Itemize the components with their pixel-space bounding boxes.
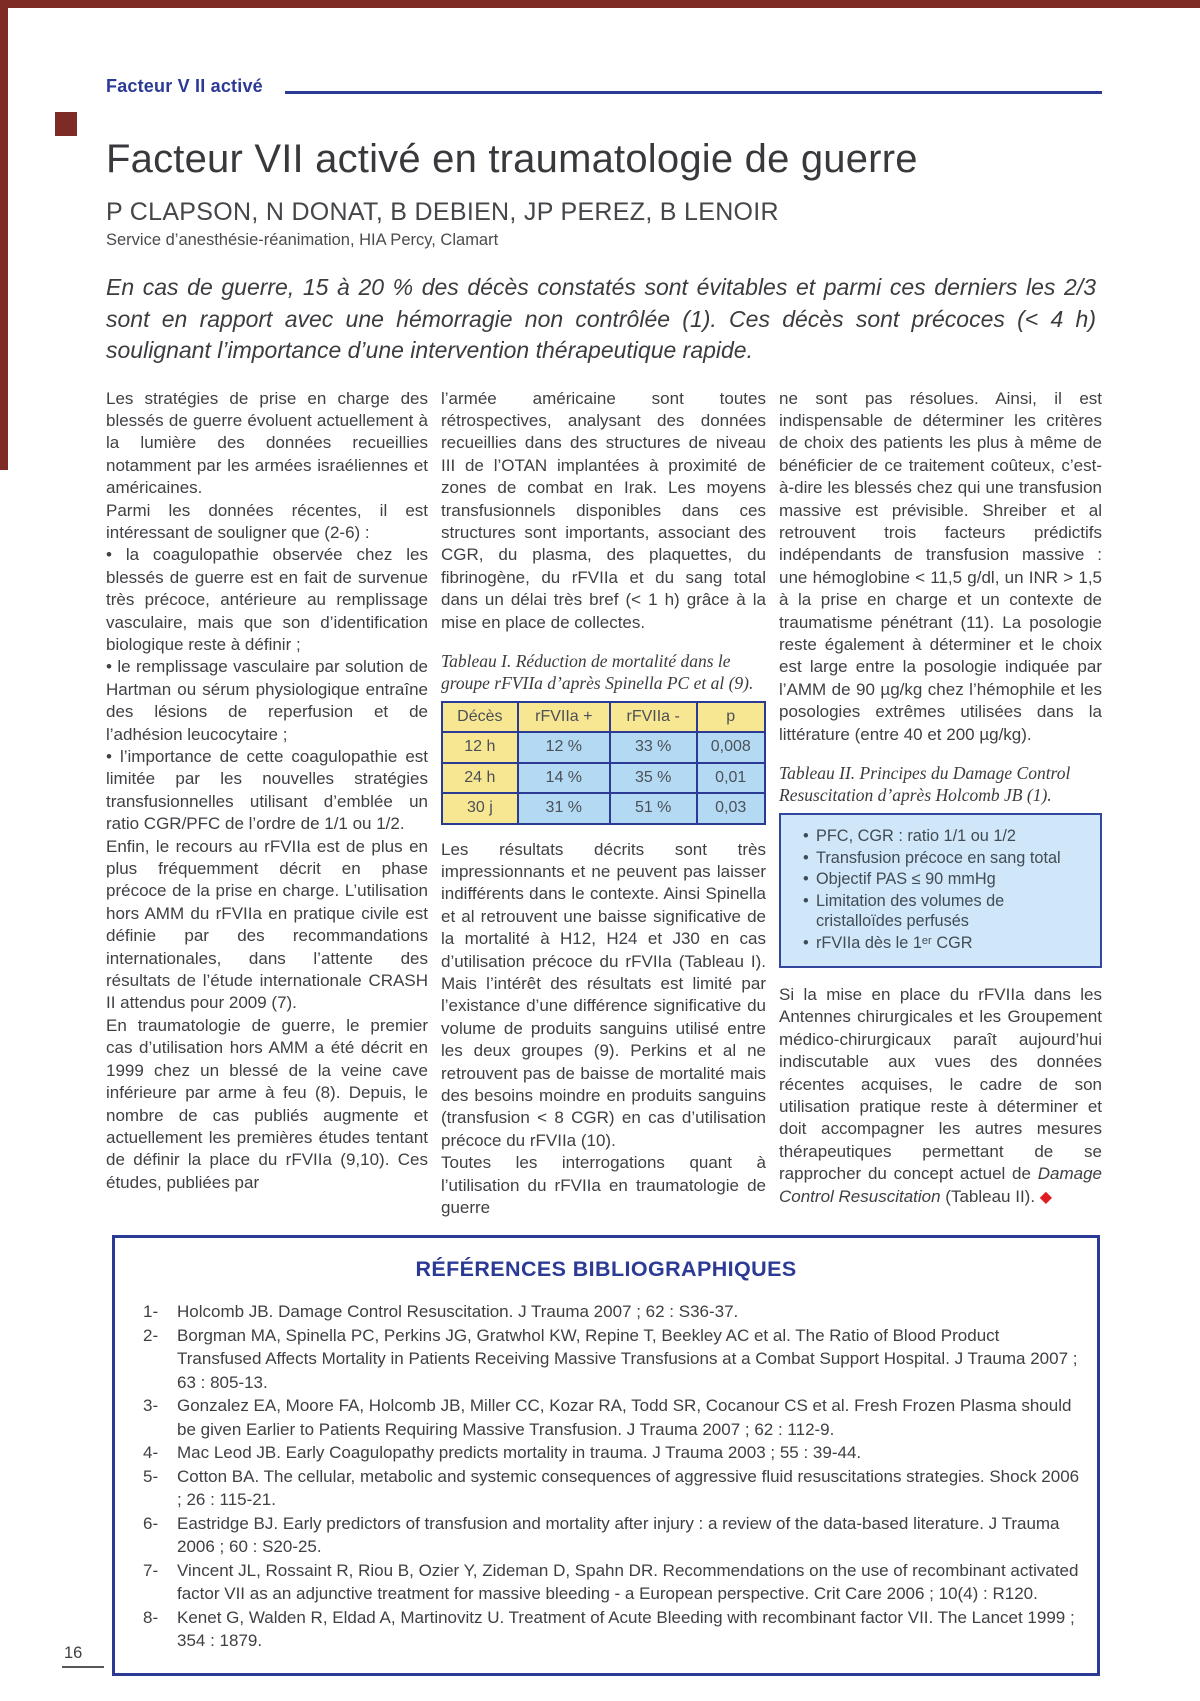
column-1 [106,388,428,1220]
ref-text: Cotton BA. The cellular, metabolic and systemic consequences of aggressive fluid resuscitations strategies. Shock 2006 ; 26 : 115-21. [177,1466,1080,1509]
principle-item: • rFVIIa dès le 1ᵉʳ CGR [803,933,1090,954]
references-box [112,1235,1100,1676]
lead-paragraph: En cas de guerre, 15 à 20 % des décès constatés sont évitables et parmi ces derniers les 2/3 sont en rapport avec une hémorragie non contrôlée (1). Ces décès sont précoces (< 4 h) soulignant l’importance d’une intervention thérapeutique rapide. [106,274,1096,363]
ref-text: Mac Leod JB. Early Coagulopathy predicts mortality in trauma. J Trauma 2003 ; 55 : 39-44. [177,1443,862,1462]
principle-item: • PFC, CGR : ratio 1/1 ou 1/2 [803,826,1090,847]
principle-item: • Limitation des volumes de cristalloïdes perfusés [803,891,1090,932]
reference-item [131,1324,1081,1395]
principles-box [779,813,1102,968]
ref-text: Holcomb JB. Damage Control Resuscitation. J Trauma 2007 ; 62 : S36-37. [177,1302,739,1321]
ref-number: 3- [143,1396,159,1415]
column-2 [441,388,766,1220]
body-paragraph: l’armée américaine sont toutes rétrospectives, analysant des données recueillies dans des structures de niveau III de l’OTAN implantées à proximité de zones de combat en Irak. Les moyens transfusionnels disponibles dans ces structures sont importants, associant des CGR, du plasma, des plaquettes, du fibrinogène, du rFVIIa et du sang total dans un délai très bref (< 1 h) grâce à la mise en place de collectes. [441,388,766,632]
table-row [442,732,765,762]
mortality-table [441,701,766,825]
running-head [106,76,1102,97]
ref-number: 7- [143,1560,159,1580]
principles-list [793,826,1090,953]
principle-item: • Transfusion précoce en sang total [803,848,1090,869]
bullet-paragraph: • la coagulopathie observée chez les blessés de guerre est en fait de survenue très précoce, antérieure au remplissage vasculaire, mais que son d’identification biologique reste à définir ; [106,545,428,654]
table-header-cell: rFVIIa - [610,702,697,732]
reference-item [131,1559,1081,1606]
reference-item [131,1465,1081,1512]
page-title: Facteur VII activé en traumatologie de guerre [106,137,918,181]
ref-text: Kenet G, Walden R, Eldad A, Martinovitz U. Treatment of Acute Bleeding with recombinant factor VII. The Lancet 1999 ; 354 : 1879. [177,1607,1075,1650]
affiliation: Service d’anesthésie-réanimation, HIA Percy, Clamart [106,231,499,249]
table2-caption: Tableau II. Principes du Damage Control Resuscitation d’après Holcomb JB (1). [779,763,1071,805]
table-header-cell: p [697,702,766,732]
table-cell: 51 % [610,793,697,823]
table-header-row [442,702,765,732]
table-cell: 33 % [610,732,697,762]
body-paragraph: Parmi les données récentes, il est intéressant de souligner que (2-6) : [106,500,428,542]
reference-item [131,1441,1081,1465]
closing-italic-phrase: Damage Control Resuscitation [779,1164,1102,1206]
ref-number: 6- [143,1513,159,1533]
end-diamond-icon: ◆ [1039,1188,1053,1206]
ref-number: 2- [143,1325,159,1345]
table-cell: 35 % [610,763,697,793]
bullet-paragraph: • le remplissage vasculaire par solution de Hartman ou sérum physiologique entraîne des lésions de reperfusion et de l’adhésion leucocytaire ; [106,657,428,744]
table-cell: 24 h [442,763,518,793]
reference-item [131,1300,1081,1324]
table-cell: 31 % [518,793,610,823]
kicker-label: Facteur V II activé [106,76,263,96]
body-paragraph: Les stratégies de prise en charge des blessés de guerre évoluent actuellement à la lumière des données recueillies notamment par les armées israéliennes et américaines. [106,388,428,498]
authors-line: P CLAPSON, N DONAT, B DEBIEN, JP PEREZ, B LENOIR [106,198,779,226]
table1-caption: Tableau I. Réduction de mortalité dans le groupe rFVIIa d’après Spinella PC et al (9). [441,650,754,693]
ref-number: 5- [143,1466,159,1486]
reference-item [131,1394,1081,1441]
table-cell: 0,03 [697,793,766,823]
body-columns [106,388,1102,1220]
table-cell: 14 % [518,763,610,793]
ref-number: 1- [143,1302,159,1321]
closing-text-end: (Tableau II). [940,1186,1040,1206]
principle-item: • Objectif PAS ≤ 90 mmHg [803,869,1090,890]
table-cell: 30 j [442,793,518,823]
body-paragraph [779,984,1102,1209]
ref-text: Vincent JL, Rossaint R, Riou B, Ozier Y, Zideman D, Spahn DR. Recommendations on the use of recombinant activated factor VII as an adjunctive treatment for massive bleeding - a European perspective. Crit Care 2006 ; 10(4) : R120. [177,1560,1079,1603]
table-row [442,763,765,793]
references-title: RÉFÉRENCES BIBLIOGRAPHIQUES [415,1257,797,1281]
page-number: 16 [62,1644,104,1668]
left-accent-bar [0,0,8,470]
body-paragraph: Toutes les interrogations quant à l’utilisation du rFVIIa en traumatologie de guerre [441,1153,766,1218]
closing-text: Si la mise en place du rFVIIa dans les Antennes chirurgicales et les Groupement médico-chirurgicaux paraît aujourd’hui indiscutable aux vues des données récentes acquises, le cadre de son utilisation pratique reste à déterminer et doit accompagner les autres mesures thérapeutiques permettant de se rapprocher du concept actuel de [779,985,1102,1184]
body-paragraph: Les résultats décrits sont très impressionnants et ne peuvent pas laisser indifférents dans le contexte. Ainsi Spinella et al retrouvent une baisse significative de la mortalité à H12, H24 et J30 en cas d’utilisation précoce du rFVIIa (Tableau I). Mais l’intérêt des résultats est limité par l’existance d’une différence significative du volume de produits sanguins utilisé entre les deux groupes (9). Perkins et al ne retrouvent pas de baisse de mortalité mais des besoins moindre en produits sanguins (transfusion < 8 CGR) en cas d’utilisation précoce du rFVIIa (10). [441,839,766,1150]
table-header-cell: rFVIIa + [518,702,610,732]
ref-text: Eastridge BJ. Early predictors of transfusion and mortality after injury : a review of the data-based literature. J Trauma 2006 ; 60 : S20-25. [177,1513,1060,1556]
table-cell: 0,008 [697,732,766,762]
ref-number: 4- [143,1443,159,1462]
table-cell: 12 h [442,732,518,762]
page-content [106,76,1102,1220]
kicker-rule [285,91,1102,94]
table-row [442,793,765,823]
table-cell: 12 % [518,732,610,762]
ref-text: Borgman MA, Spinella PC, Perkins JG, Gratwhol KW, Repine T, Beekley AC et al. The Ratio of Blood Product Transfused Affects Mortality in Patients Receiving Massive Transfusions at a Combat Support Hospital. J Trauma 2007 ; 63 : 805-13. [177,1325,1078,1392]
reference-item [131,1606,1081,1653]
table-cell: 0,01 [697,763,766,793]
top-accent-bar [0,0,1200,8]
body-paragraph: Enfin, le recours au rFVIIa est de plus en plus fréquemment décrit en phase précoce de la prise en charge. L’utilisation hors AMM du rFVIIa en pratique civile est définie par des recommandations internationales, dans l’attente des résultats de l’étude internationale CRASH II attendus pour 2009 (7). [106,836,428,1013]
bullet-paragraph: • l’importance de cette coagulopathie est limitée par les nouvelles stratégies transfusionnelles utilisant d’emblée un ratio CGR/PFC de l’ordre de 1/1 ou 1/2. [106,747,428,834]
ref-text: Gonzalez EA, Moore FA, Holcomb JB, Miller CC, Kozar RA, Todd SR, Cocanour CS et al. Fresh Frozen Plasma should be given Earlier to Patients Requiring Massive Transfusion. J Trauma 2007 ; 62 : 112-9. [177,1396,1072,1439]
column-3 [779,388,1102,1220]
table-header-cell: Décès [442,702,518,732]
body-paragraph: En traumatologie de guerre, le premier cas d’utilisation hors AMM a été décrit en 1999 chez un blessé de la veine cave inférieure par arme à feu (8). Depuis, le nombre de cas publiés augmente et actuellement les premières études tentant de définir la place du rFVIIa (9,10). Ces études, publiées par [106,1015,428,1192]
accent-square [55,112,77,136]
body-paragraph: ne sont pas résolues. Ainsi, il est indispensable de déterminer les critères de choix des patients les plus à même de bénéficier de ce traitement coûteux, c’est-à-dire les blessés chez qui une transfusion massive est prévisible. Shreiber et al retrouvent trois facteurs prédictifs indépendants de transfusion massive : une hémoglobine < 11,5 g/dl, un INR > 1,5 à la prise en charge et un contexte de traumatisme pénétrant (11). La posologie reste également à déterminer et le choix est large entre la posologie indiquée par l’AMM de 90 µg/kg chez l’hémophile et les posologies extrêmes utilisées dans la littérature (entre 40 et 200 µg/kg). [779,388,1102,744]
ref-number: 8- [143,1607,159,1627]
reference-item [131,1512,1081,1559]
